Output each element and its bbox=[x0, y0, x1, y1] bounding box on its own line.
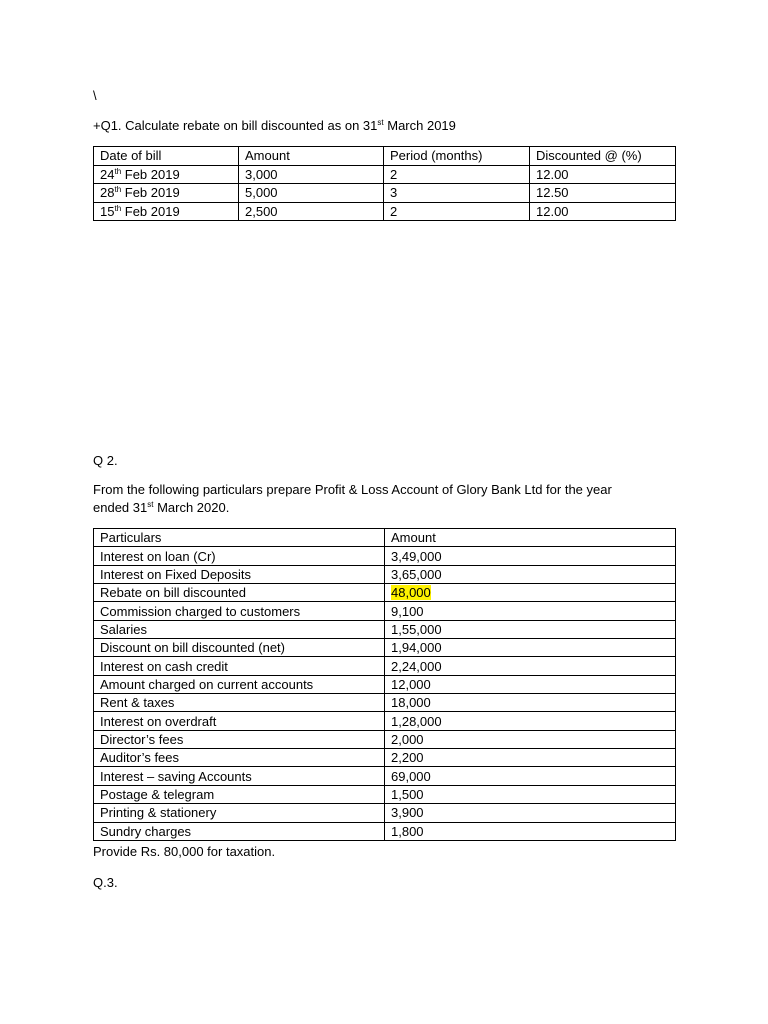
particular-cell: Interest on overdraft bbox=[94, 712, 385, 730]
table-row bbox=[94, 547, 676, 565]
table-row bbox=[94, 804, 676, 822]
amount-cell: 3,65,000 bbox=[385, 565, 676, 583]
amount-cell: 1,28,000 bbox=[385, 712, 676, 730]
date-day: 15 bbox=[100, 203, 115, 219]
bill-rate: 12.50 bbox=[530, 184, 676, 203]
bill-rate: 12.00 bbox=[530, 202, 676, 221]
bill-date bbox=[94, 184, 239, 203]
q1-title bbox=[93, 118, 456, 133]
table-row bbox=[94, 620, 676, 638]
highlighted-amount: 48,000 bbox=[391, 585, 431, 601]
q2-intro-end: March 2020. bbox=[153, 500, 230, 515]
bill-amount: 2,500 bbox=[239, 202, 384, 221]
particular-cell: Interest on loan (Cr) bbox=[94, 547, 385, 565]
particular-cell: Discount on bill discounted (net) bbox=[94, 639, 385, 657]
particular-cell: Interest on Fixed Deposits bbox=[94, 565, 385, 583]
date-day: 28 bbox=[100, 185, 115, 201]
q1-title-sup: st bbox=[377, 118, 384, 127]
header-amount: Amount bbox=[385, 529, 676, 547]
table-row bbox=[94, 657, 676, 675]
bill-period: 2 bbox=[384, 165, 530, 184]
bill-amount: 3,000 bbox=[239, 165, 384, 184]
amount-cell bbox=[385, 584, 676, 602]
amount-cell: 1,94,000 bbox=[385, 639, 676, 657]
date-rest: Feb 2019 bbox=[121, 203, 180, 219]
header-period: Period (months) bbox=[384, 147, 530, 166]
table-row bbox=[94, 565, 676, 583]
q2-particulars-table bbox=[93, 528, 676, 841]
date-rest: Feb 2019 bbox=[121, 185, 180, 201]
table-row bbox=[94, 602, 676, 620]
q2-intro-line1: From the following particulars prepare Profit & Loss Account of Glory Bank Ltd for the year bbox=[93, 482, 612, 497]
amount-cell: 2,200 bbox=[385, 749, 676, 767]
particular-cell: Sundry charges bbox=[94, 822, 385, 840]
amount-cell: 1,800 bbox=[385, 822, 676, 840]
table-row bbox=[94, 712, 676, 730]
date-day: 24 bbox=[100, 166, 115, 182]
particular-cell: Interest on cash credit bbox=[94, 657, 385, 675]
table-header-row bbox=[94, 529, 676, 547]
date-rest: Feb 2019 bbox=[121, 166, 180, 182]
particular-cell: Salaries bbox=[94, 620, 385, 638]
amount-cell: 12,000 bbox=[385, 675, 676, 693]
q2-intro-sup: st bbox=[147, 500, 154, 509]
amount-cell: 69,000 bbox=[385, 767, 676, 785]
particular-cell: Printing & stationery bbox=[94, 804, 385, 822]
particular-cell: Director’s fees bbox=[94, 730, 385, 748]
particular-cell: Amount charged on current accounts bbox=[94, 675, 385, 693]
amount-cell: 9,100 bbox=[385, 602, 676, 620]
q1-title-text: +Q1. Calculate rebate on bill discounted as on 31 bbox=[93, 118, 378, 133]
header-particulars: Particulars bbox=[94, 529, 385, 547]
amount-cell: 18,000 bbox=[385, 694, 676, 712]
table-header-row bbox=[94, 147, 676, 166]
header-amount: Amount bbox=[239, 147, 384, 166]
table-row bbox=[94, 767, 676, 785]
amount-cell: 2,000 bbox=[385, 730, 676, 748]
bill-period: 2 bbox=[384, 202, 530, 221]
bill-period: 3 bbox=[384, 184, 530, 203]
amount-cell: 3,900 bbox=[385, 804, 676, 822]
particular-cell: Postage & telegram bbox=[94, 785, 385, 803]
q1-bills-table bbox=[93, 146, 676, 221]
bill-date bbox=[94, 165, 239, 184]
q1-title-end: March 2019 bbox=[383, 118, 456, 133]
particular-cell: Auditor’s fees bbox=[94, 749, 385, 767]
particular-cell: Rebate on bill discounted bbox=[94, 584, 385, 602]
amount-cell: 2,24,000 bbox=[385, 657, 676, 675]
table-row bbox=[94, 822, 676, 840]
amount-cell: 1,55,000 bbox=[385, 620, 676, 638]
particular-cell: Interest – saving Accounts bbox=[94, 767, 385, 785]
table-row bbox=[94, 785, 676, 803]
amount-cell: 3,49,000 bbox=[385, 547, 676, 565]
bill-rate: 12.00 bbox=[530, 165, 676, 184]
bill-amount: 5,000 bbox=[239, 184, 384, 203]
table-row bbox=[94, 202, 676, 221]
q2-label: Q 2. bbox=[93, 453, 118, 468]
header-date-of-bill: Date of bill bbox=[94, 147, 239, 166]
q2-intro-line2 bbox=[93, 500, 229, 515]
table-row bbox=[94, 749, 676, 767]
table-row bbox=[94, 165, 676, 184]
table-row bbox=[94, 639, 676, 657]
q3-label: Q.3. bbox=[93, 875, 118, 890]
table-row bbox=[94, 675, 676, 693]
table-row bbox=[94, 730, 676, 748]
table-row bbox=[94, 694, 676, 712]
stray-backslash: \ bbox=[93, 88, 97, 103]
date-sup: th bbox=[114, 166, 122, 176]
amount-cell: 1,500 bbox=[385, 785, 676, 803]
date-sup: th bbox=[114, 185, 122, 195]
date-sup: th bbox=[114, 203, 122, 213]
header-discount-rate: Discounted @ (%) bbox=[530, 147, 676, 166]
table-row bbox=[94, 584, 676, 602]
q2-taxation-note: Provide Rs. 80,000 for taxation. bbox=[93, 844, 276, 859]
bill-date bbox=[94, 202, 239, 221]
table-row bbox=[94, 184, 676, 203]
q2-intro-text: ended 31 bbox=[93, 500, 148, 515]
particular-cell: Commission charged to customers bbox=[94, 602, 385, 620]
particular-cell: Rent & taxes bbox=[94, 694, 385, 712]
